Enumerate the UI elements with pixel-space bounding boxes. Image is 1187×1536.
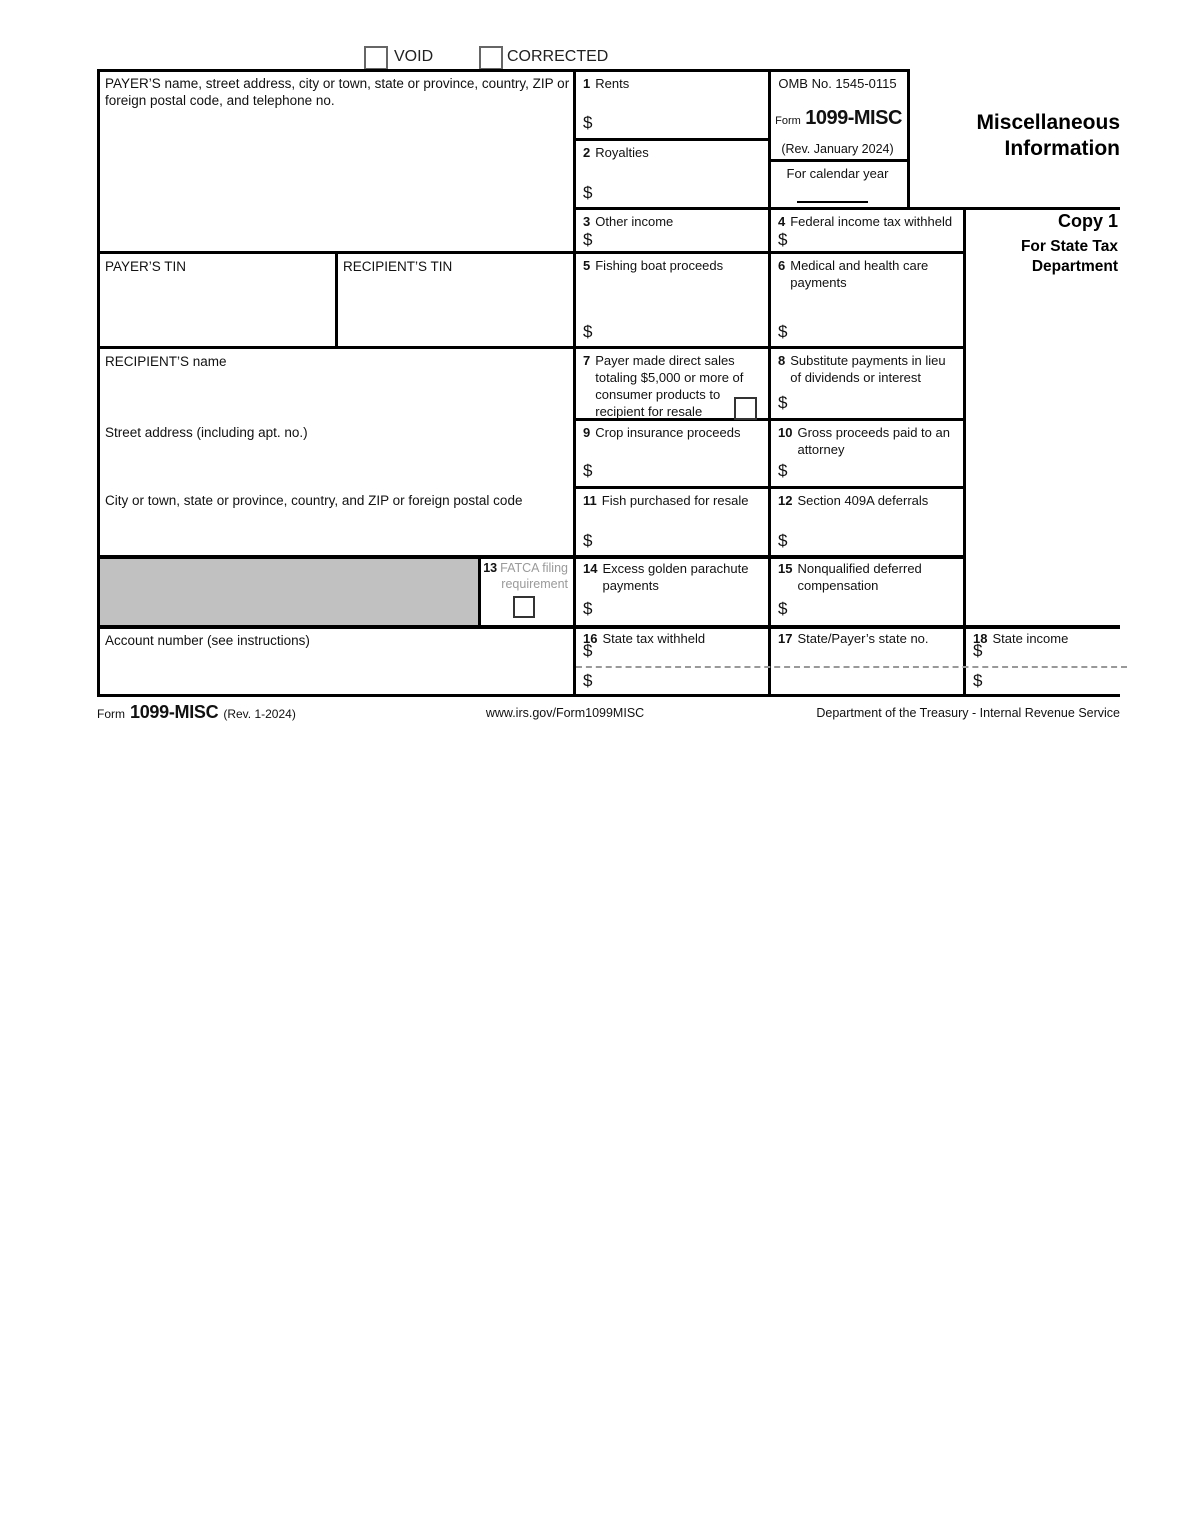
grid-line [573,69,576,697]
box11-label [583,493,763,510]
grid-line [97,625,1120,629]
grid-line [573,207,1120,210]
box2-text: Royalties [595,145,649,160]
payer-tin-label: PAYER’S TIN [105,259,187,274]
box8-number: 8 [778,353,786,368]
grid-line [97,555,963,559]
box8-dollar-sign[interactable]: $ [778,393,788,412]
box13-text-line2: requirement [501,577,568,592]
box18-label [973,631,1123,648]
form-number: 1099-MISC [805,107,902,129]
box18-dollar-sign-1[interactable]: $ [973,641,983,660]
box4-label [778,214,962,231]
box1-dollar-sign[interactable]: $ [583,113,593,132]
box4-text: Federal income tax withheld [790,214,953,229]
box5-number: 5 [583,258,591,273]
box7-number: 7 [583,353,591,368]
box6-label [778,258,940,292]
void-checkbox[interactable] [364,46,388,70]
box4-dollar-sign[interactable]: $ [778,230,788,249]
box10-number: 10 [778,425,793,440]
grid-line [963,207,966,697]
street-address-label: Street address (including apt. no.) [105,425,308,440]
box1-number: 1 [583,76,591,91]
box10-label [778,425,955,459]
box13-text-line1: FATCA filing [500,561,568,575]
box7-direct-sales-checkbox[interactable] [734,397,757,420]
box12-number: 12 [778,493,793,508]
box5-text: Fishing boat proceeds [595,258,724,273]
box3-text: Other income [595,214,674,229]
calendar-year-blank-line[interactable] [797,201,868,203]
void-label: VOID [394,48,434,65]
box11-dollar-sign[interactable]: $ [583,531,593,550]
calendar-year-label: For calendar year [786,166,889,181]
box12-label [778,493,960,510]
grid-line [97,251,963,254]
account-number-label: Account number (see instructions) [105,633,310,648]
box6-text: Medical and health care payments [790,258,929,290]
shaded-unused-area [99,558,478,626]
box15-label [778,561,937,595]
form-revision: (Rev. January 2024) [781,142,894,156]
footer-form-id [97,702,296,723]
box16-number: 16 [583,631,598,646]
box9-dollar-sign[interactable]: $ [583,461,593,480]
box9-label [583,425,763,442]
box8-text: Substitute payments in lieu of dividends or interest [790,353,946,385]
footer-form-number: 1099-MISC [130,702,219,722]
form-title-line2: Information [1004,137,1120,160]
box7-label [583,353,753,421]
box18-text: State income [992,631,1069,646]
grid-line [97,69,907,72]
box12-dollar-sign[interactable]: $ [778,531,788,550]
box16-label [583,631,763,648]
copy-for-label [950,237,1118,277]
state-row-dashed-divider [576,666,1127,668]
box2-number: 2 [583,145,591,160]
box18-dollar-sign-2[interactable]: $ [973,671,983,690]
grid-line [335,251,338,346]
box15-number: 15 [778,561,793,576]
box13-label [482,560,568,593]
box18-number: 18 [973,631,988,646]
box1-label [583,76,763,93]
grid-line [573,138,768,141]
copy-for-line1: For State Tax [1020,238,1118,255]
box16-dollar-sign-2[interactable]: $ [583,671,593,690]
box4-number: 4 [778,214,786,229]
grid-line [97,69,100,697]
footer-revision: (Rev. 1-2024) [223,707,296,721]
box11-number: 11 [583,493,597,508]
payer-name-label: PAYER’S name, street address, city or town, state or province, country, ZIP or foreign postal code, and telephone no. [105,76,570,109]
box9-number: 9 [583,425,591,440]
city-label: City or town, state or province, country, and ZIP or foreign postal code [105,493,523,508]
box3-label [583,214,763,231]
form-title-line1: Miscellaneous [976,111,1120,134]
copy-for-line2: Department [1031,258,1118,275]
grid-line [97,346,963,349]
footer-form-word: Form [97,707,125,721]
box13-fatca-checkbox[interactable] [513,596,535,618]
box3-dollar-sign[interactable]: $ [583,230,593,249]
box13-number: 13 [483,561,498,575]
form-word: Form [775,115,801,127]
recipient-tin-label: RECIPIENT’S TIN [343,259,453,274]
omb-number: OMB No. 1545-0115 [778,76,897,91]
footer-irs-url[interactable]: www.irs.gov/Form1099MISC [485,706,645,720]
box14-dollar-sign[interactable]: $ [583,599,593,618]
box5-label [583,258,758,275]
box14-label [583,561,752,595]
box17-text: State/Payer’s state no. [797,631,929,646]
box10-text: Gross proceeds paid to an attorney [797,425,950,457]
box17-number: 17 [778,631,793,646]
box7-text: Payer made direct sales totaling $5,000 or more of consumer products to recipient for resale [595,353,744,419]
grid-line [768,69,771,697]
box1-text: Rents [595,76,630,91]
copy-label: Copy 1 [1057,211,1118,231]
box2-label [583,145,763,162]
grid-line [97,694,1120,697]
box3-number: 3 [583,214,591,229]
box6-number: 6 [778,258,786,273]
grid-line [768,159,907,162]
box8-label [778,353,953,387]
box5-dollar-sign[interactable]: $ [583,322,593,341]
box16-dollar-sign-1[interactable]: $ [583,641,593,660]
corrected-checkbox[interactable] [479,46,503,70]
box2-dollar-sign[interactable]: $ [583,183,593,202]
form-number-block [770,107,907,130]
box10-dollar-sign[interactable]: $ [778,461,788,480]
box12-text: Section 409A deferrals [797,493,929,508]
corrected-label: CORRECTED [507,48,609,65]
box9-text: Crop insurance proceeds [595,425,741,440]
form-title [900,110,1120,162]
box16-text: State tax withheld [602,631,706,646]
grid-line [478,555,481,625]
box14-number: 14 [583,561,598,576]
box11-text: Fish purchased for resale [601,493,749,508]
recipient-name-label: RECIPIENT’S name [105,354,227,369]
box17-label [778,631,962,648]
box14-text: Excess golden parachute payments [602,561,749,593]
footer-agency: Department of the Treasury - Internal Revenue Service [816,706,1120,720]
box15-text: Nonqualified deferred compensation [797,561,922,593]
box6-dollar-sign[interactable]: $ [778,322,788,341]
box15-dollar-sign[interactable]: $ [778,599,788,618]
